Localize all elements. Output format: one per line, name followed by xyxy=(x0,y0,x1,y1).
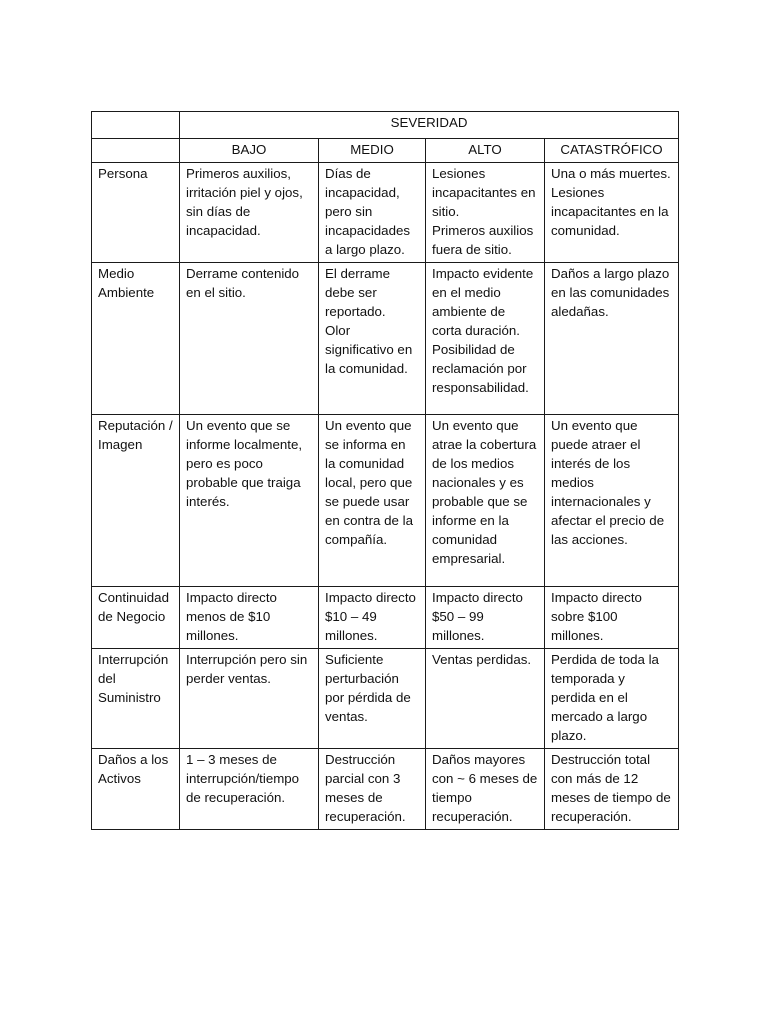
level-header-bajo: BAJO xyxy=(180,139,319,163)
table-cell: Daños mayores con ~ 6 meses de tiempo recuperación. xyxy=(426,749,545,830)
table-cell: Impacto evidente en el medio ambiente de corta duración. Posibilidad de reclamación por responsabilidad. xyxy=(426,263,545,415)
table-level-row xyxy=(92,139,679,163)
table-row xyxy=(92,649,679,749)
table-row xyxy=(92,163,679,263)
table-cell: Ventas perdidas. xyxy=(426,649,545,749)
corner-cell xyxy=(92,112,180,139)
table-cell: Una o más muertes. Lesiones incapacitantes en la comunidad. xyxy=(545,163,679,263)
table-cell: Daños a largo plazo en las comunidades aledañas. xyxy=(545,263,679,415)
table-cell: El derrame debe ser reportado. Olor significativo en la comunidad. xyxy=(319,263,426,415)
row-category: Continuidad de Negocio xyxy=(92,587,180,649)
table-cell: Perdida de toda la temporada y perdida en el mercado a largo plazo. xyxy=(545,649,679,749)
level-header-catastrofico: CATASTRÓFICO xyxy=(545,139,679,163)
row-category: Daños a los Activos xyxy=(92,749,180,830)
level-header-medio: MEDIO xyxy=(319,139,426,163)
table-cell: Derrame contenido en el sitio. xyxy=(180,263,319,415)
table-cell: 1 – 3 meses de interrupción/tiempo de recuperación. xyxy=(180,749,319,830)
table-cell: Impacto directo sobre $100 millones. xyxy=(545,587,679,649)
row-category: Medio Ambiente xyxy=(92,263,180,415)
table-cell: Destrucción parcial con 3 meses de recuperación. xyxy=(319,749,426,830)
corner-cell-2 xyxy=(92,139,180,163)
table-cell: Impacto directo menos de $10 millones. xyxy=(180,587,319,649)
table-cell: Días de incapacidad, pero sin incapacidades a largo plazo. xyxy=(319,163,426,263)
table-row xyxy=(92,415,679,587)
table-cell: Interrupción pero sin perder ventas. xyxy=(180,649,319,749)
table-cell: Suficiente perturbación por pérdida de ventas. xyxy=(319,649,426,749)
table-cell: Un evento que se informe localmente, pero es poco probable que traiga interés. xyxy=(180,415,319,587)
table-row xyxy=(92,587,679,649)
row-category: Interrupción del Suministro xyxy=(92,649,180,749)
table-cell: Lesiones incapacitantes en sitio. Primeros auxilios fuera de sitio. xyxy=(426,163,545,263)
table-cell: Un evento que atrae la cobertura de los medios nacionales y es probable que se informe en la comunidad empresarial. xyxy=(426,415,545,587)
severity-table xyxy=(91,111,679,830)
table-cell: Impacto directo $10 – 49 millones. xyxy=(319,587,426,649)
severity-title: SEVERIDAD xyxy=(180,112,679,139)
table-cell: Primeros auxilios, irritación piel y ojos, sin días de incapacidad. xyxy=(180,163,319,263)
table-row xyxy=(92,749,679,830)
table-cell: Un evento que puede atraer el interés de los medios internacionales y afectar el precio de las acciones. xyxy=(545,415,679,587)
table-title-row xyxy=(92,112,679,139)
row-category: Persona xyxy=(92,163,180,263)
table-cell: Impacto directo $50 – 99 millones. xyxy=(426,587,545,649)
table-row xyxy=(92,263,679,415)
level-header-alto: ALTO xyxy=(426,139,545,163)
table-cell: Un evento que se informa en la comunidad local, pero que se puede usar en contra de la compañía. xyxy=(319,415,426,587)
table-cell: Destrucción total con más de 12 meses de tiempo de recuperación. xyxy=(545,749,679,830)
row-category: Reputación / Imagen xyxy=(92,415,180,587)
